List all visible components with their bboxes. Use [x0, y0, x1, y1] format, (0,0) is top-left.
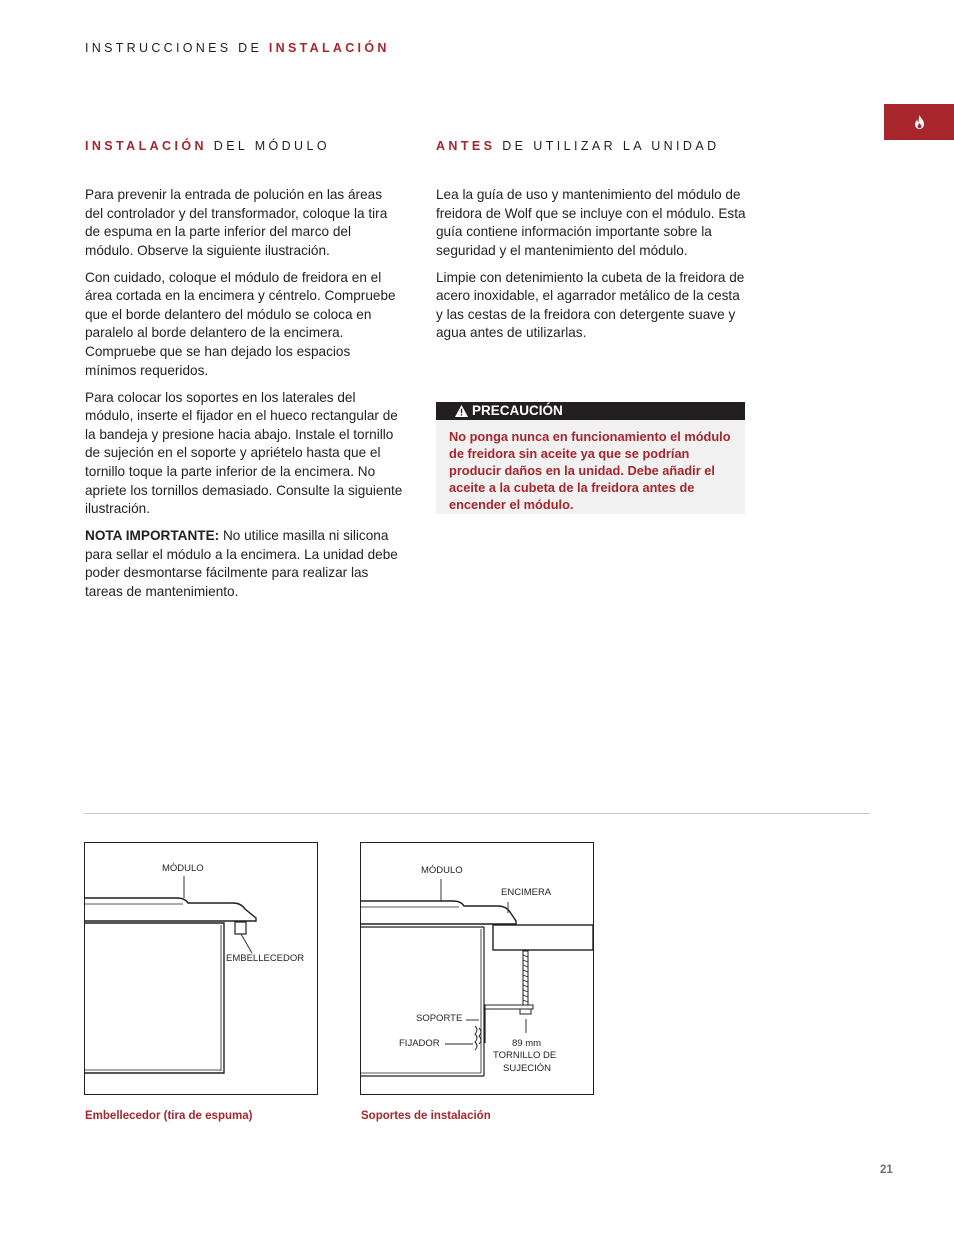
paragraph: Limpie con detenimiento la cubeta de la freidora de acero inoxidable, el agarrador metálico de la cesta y las cestas de la freidora con detergente suave y agua antes de utilizarlas. — [436, 269, 745, 341]
section-title-before-use — [436, 139, 720, 153]
left-column — [85, 186, 403, 610]
paragraph: Para colocar los soportes en los laterales del módulo, inserte el fijador en el hueco rectangular de la bandeja y presione hacia abajo. Instale el tornillo de sujeción en el soporte y apriételo hasta que el tornillo toque la parte inferior de la encimera. No apriete los tornillos demasiado. Consulte la siguiente ilustración. — [85, 389, 403, 517]
label-screw-line2: SUJECIÓN — [503, 1063, 552, 1074]
note-label: NOTA IMPORTANTE: — [85, 527, 220, 543]
brackets-illustration — [361, 843, 593, 1094]
paragraph: Lea la guía de uso y mantenimiento del módulo de freidora de Wolf que se incluye con el módulo. Esta guía contiene información importante sobre la seguridad y el mantenimiento del módulo. — [436, 187, 746, 258]
label-module: MÓDULO — [421, 865, 463, 876]
figure-caption: Soportes de instalación — [361, 1110, 491, 1122]
caution-body — [436, 420, 745, 514]
paragraph: Con cuidado, coloque el módulo de freidora en el área cortada en la encimera y céntrelo. Compruebe que el borde delantero del módulo se coloca en paralelo al borde delantero de la encimera. Compruebe que se han dejado los espacios mínimos requeridos. — [85, 269, 396, 378]
label-clip: FIJADOR — [399, 1038, 440, 1049]
label-module: MÓDULO — [162, 863, 204, 874]
label-counter: ENCIMERA — [501, 887, 552, 898]
running-header — [85, 41, 390, 55]
figure-trim — [84, 842, 318, 1095]
figure-caption: Embellecedor (tira de espuma) — [85, 1110, 253, 1122]
label-dimension: 89 mm — [512, 1038, 542, 1049]
note-text: No utilice masilla ni silicona para sellar el módulo a la encimera. La unidad debe poder desmontarse fácilmente para realizar las tareas de mantenimiento. — [85, 527, 398, 599]
figure-brackets — [360, 842, 594, 1095]
header-highlight: INSTALACIÓN — [268, 41, 390, 55]
header-prefix: INSTRUCCIONES DE — [85, 41, 269, 55]
label-trim: EMBELLECEDOR — [226, 953, 305, 964]
paragraph: Para prevenir la entrada de polución en las áreas del controlador y del transformador, coloque la tira de espuma en la parte inferior del marco del módulo. Observe la siguiente ilustración. — [85, 187, 388, 258]
trim-illustration — [85, 843, 317, 1094]
page-number: 21 — [880, 1164, 893, 1176]
important-note — [85, 527, 403, 601]
flame-icon — [914, 115, 925, 129]
section-title-highlight: ANTES — [436, 139, 496, 153]
section-tab — [884, 104, 954, 140]
section-title-install — [85, 139, 330, 153]
divider — [84, 813, 870, 814]
caution-title: PRECAUCIÓN — [472, 403, 563, 418]
label-screw-line1: TORNILLO DE — [493, 1050, 557, 1061]
caution-header — [436, 402, 745, 420]
section-title-highlight: INSTALACIÓN — [85, 139, 207, 153]
warning-icon — [455, 405, 468, 417]
caution-text: No ponga nunca en funcionamiento el módulo de freidora sin aceite ya que se podrían producir daños en la unidad. Debe añadir el aceite a la cubeta de la freidora antes de encender el módulo. — [449, 429, 731, 513]
right-column — [436, 186, 748, 351]
section-title-rest: DE UTILIZAR LA UNIDAD — [495, 139, 720, 153]
section-title-rest: DEL MÓDULO — [206, 139, 330, 153]
label-bracket: SOPORTE — [416, 1013, 463, 1024]
